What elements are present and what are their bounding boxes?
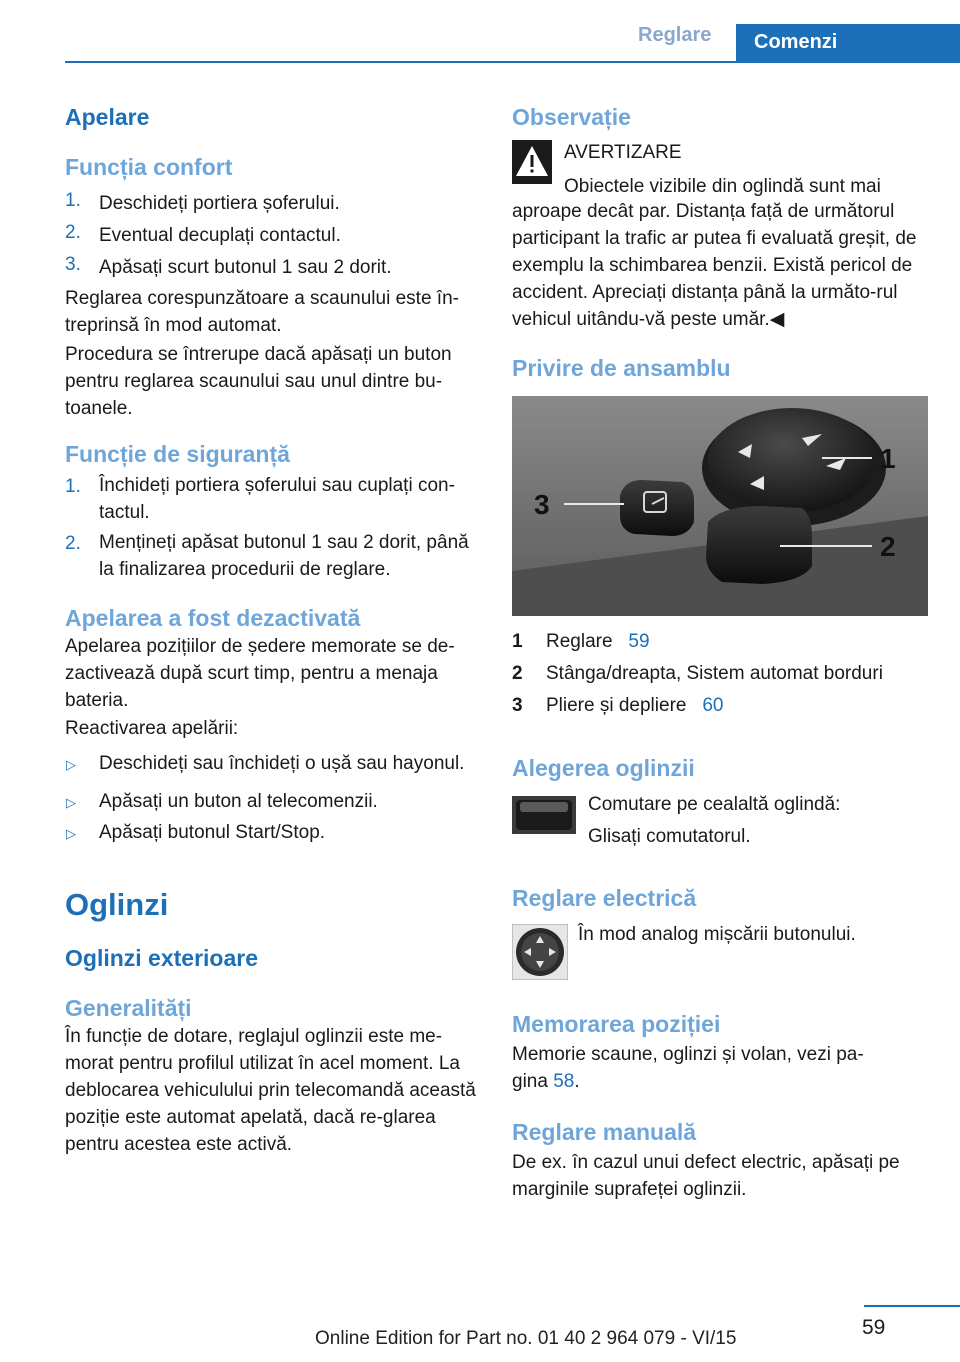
step-number: 3. — [65, 254, 81, 275]
mirror-adjust-knob-icon — [512, 924, 568, 980]
heading-oglinzi-exterioare: Oglinzi exterioare — [65, 945, 259, 971]
heading-privire-ansamblu: Privire de ansamblu — [512, 355, 731, 381]
page-number: 59 — [862, 1316, 886, 1339]
paragraph-procedura: Procedura se întrerupe dacă apăsați un buton pentru reglarea scaunului sau unul dintre bu‐toanele. — [65, 344, 452, 419]
legend-item-pliere — [546, 695, 723, 717]
legend-number: 1 — [512, 631, 523, 652]
header-tab-comenzi[interactable]: Comenzi — [736, 24, 960, 62]
heading-generalitati: Generalități — [65, 995, 192, 1021]
legend-item-stanga-dreapta: Stânga/dreapta, Sistem automat borduri — [546, 663, 883, 684]
legend-number: 3 — [512, 695, 523, 716]
bullet-text: Deschideți sau închideți o ușă sau hayonul. — [99, 753, 465, 774]
warning-icon — [512, 140, 552, 184]
warning-title: AVERTIZARE — [564, 142, 682, 163]
heading-apelare: Apelare — [65, 104, 150, 130]
paragraph-generalitati: În funcție de dotare, reglajul oglinzii este me‐morat pentru profilul utilizat în acel moment. La deblocarea vehiculului prin telecomandă această poziție este automat apelată, dacă re‐glarea pentru acestea este activă. — [65, 1026, 476, 1155]
callout-3: 3 — [534, 489, 550, 520]
step-text: Eventual decuplați contactul. — [99, 225, 341, 246]
mirror-control-photo — [512, 396, 928, 616]
step-number: 1. — [65, 190, 81, 211]
heading-memorarea-pozitiei: Memorarea poziției — [512, 1011, 721, 1037]
step-text: Deschideți portiera șoferului. — [99, 193, 340, 214]
bullet-text: Apăsați butonul Start/Stop. — [99, 822, 326, 843]
heading-apelarea-dezactivata: Apelarea a fost dezactivată — [65, 605, 361, 631]
bullet-triangle-icon: ▷ — [66, 795, 76, 810]
step-number: 2. — [65, 533, 81, 554]
heading-reglare-electrica: Reglare electrică — [512, 885, 697, 911]
page-link-58[interactable]: 58 — [553, 1071, 575, 1092]
header-tab-reglare[interactable]: Reglare — [638, 24, 712, 46]
step-text: Apăsați scurt butonul 1 sau 2 dorit. — [99, 257, 392, 278]
heading-observatie: Observație — [512, 104, 631, 130]
alegerea-line-1: Comutare pe cealaltă oglindă: — [588, 794, 841, 815]
manuala-text: De ex. în cazul unui defect electric, apăsați pe marginile suprafeței oglinzii. — [512, 1152, 900, 1200]
bullet-triangle-icon: ▷ — [66, 757, 76, 772]
callout-1: 1 — [880, 443, 896, 474]
heading-functia-confort: Funcția confort — [65, 154, 233, 180]
paragraph-reactivarea: Reactivarea apelării: — [65, 718, 239, 739]
memorarea-text: Memorie scaune, oglinzi și volan, vezi pa‐gina — [512, 1044, 864, 1092]
legend-text: Pliere și depliere — [546, 695, 687, 716]
paragraph-reglarea: Reglarea corespunzătoare a scaunului este în‐treprinsă în mod automat. — [65, 288, 459, 336]
step-number: 1. — [65, 476, 81, 497]
legend-number: 2 — [512, 663, 523, 684]
bullet-text: Apăsați un buton al telecomenzii. — [99, 791, 378, 812]
warning-text: aproape decât par. Distanța față de următorul participant la trafic ar putea fi evaluată greșit, de exemplu la schimbarea benzii. Există pericol de accident. Apreciați distanța până la următo‐rul vehicul uitându-vă peste umăr.◀ — [512, 201, 917, 330]
alegerea-line-2: Glisați comutatorul. — [588, 826, 751, 847]
heading-functie-siguranta: Funcție de siguranță — [65, 441, 290, 467]
page-link[interactable]: 59 — [628, 631, 650, 652]
step-number: 2. — [65, 222, 81, 243]
memorarea-end: . — [574, 1071, 580, 1092]
step-text: Închideți portiera șoferului sau cuplați con‐tactul. — [99, 475, 455, 523]
heading-alegerea-oglinzii: Alegerea oglinzii — [512, 755, 695, 781]
warning-first-line: Obiectele vizibile din oglindă sunt mai — [564, 176, 881, 197]
step-text: Mențineți apăsat butonul 1 sau 2 dorit, până la finalizarea procedurii de reglare. — [99, 532, 469, 580]
electrica-text: În mod analog mișcării butonului. — [578, 924, 856, 945]
memorarea-paragraph — [512, 1041, 892, 1095]
footer-edition: Online Edition for Part no. 01 40 2 964 079 - VI/15 — [315, 1328, 737, 1349]
header-rule — [65, 61, 960, 63]
heading-reglare-manuala: Reglare manuală — [512, 1119, 697, 1145]
legend-item-reglare — [546, 631, 650, 653]
paragraph-dezactivata: Apelarea pozițiilor de ședere memorate se de‐zactivează după scurt timp, pentru a menaja bateria. — [65, 636, 455, 711]
bullet-triangle-icon: ▷ — [66, 826, 76, 841]
footer-rule — [864, 1305, 960, 1307]
callout-2: 2 — [880, 531, 896, 562]
page-link[interactable]: 60 — [702, 695, 724, 716]
heading-oglinzi: Oglinzi — [65, 887, 169, 922]
mirror-select-switch-icon — [512, 796, 576, 834]
legend-text: Reglare — [546, 631, 613, 652]
